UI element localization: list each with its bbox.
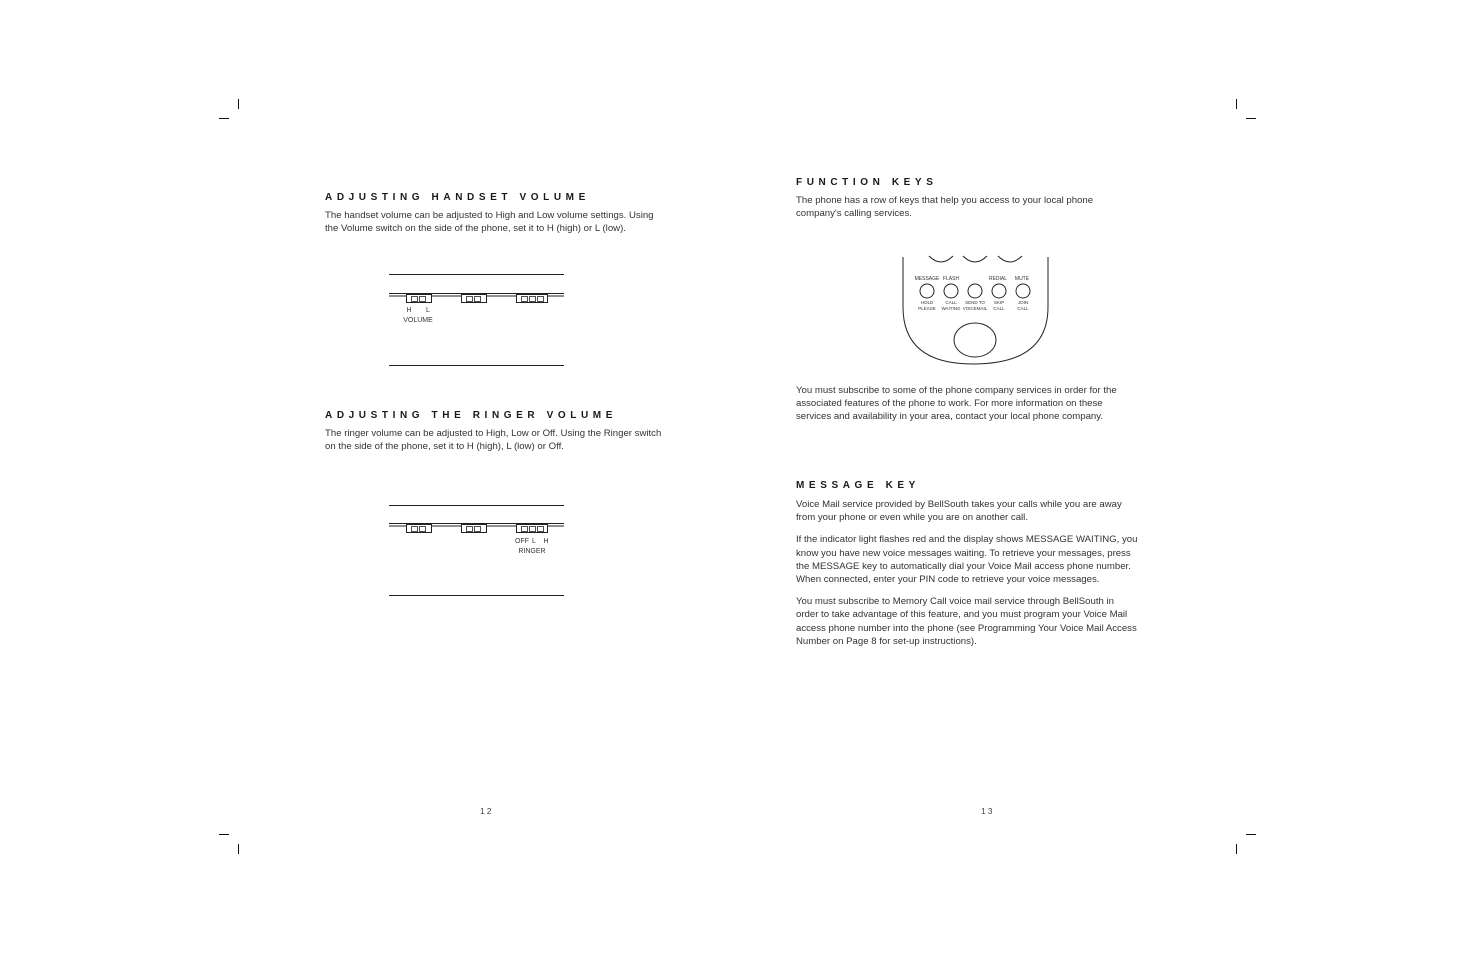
- message-key-paragraph: You must subscribe to Memory Call voice mail service through BellSouth in order to take advantage of this feature, and you must program your Voice Mail access phone number into the phone (see Programming Your Voice Mail Access Number on Page 8 for set-up instructions).: [796, 596, 1137, 647]
- call-waiting-key-label: CALL: [945, 300, 957, 305]
- send-to-voicemail-key-label: VOICEMAIL: [962, 306, 988, 311]
- key-outline: [963, 256, 987, 262]
- send-to-voicemail-key-label: SEND TO: [965, 300, 985, 305]
- flash-key-label: FLASH: [942, 276, 960, 282]
- skip-call-key-label: CALL: [993, 306, 1005, 311]
- hold-key-label: HOLD: [920, 300, 934, 305]
- switch-label-l: L: [426, 307, 430, 314]
- function-keys-intro: The phone has a row of keys that help you access to your local phone company's calling services.: [796, 195, 1094, 220]
- ringer-volume-figure: [385, 500, 570, 600]
- switch-label-h: H: [543, 538, 549, 545]
- join-call-key-label: JOIN: [1017, 300, 1029, 305]
- crop-mark: [238, 844, 239, 854]
- switch-label-h: H: [406, 307, 412, 314]
- ringer-switch: [517, 525, 548, 533]
- crop-mark: [1236, 844, 1237, 854]
- navigation-key: [954, 323, 996, 357]
- crop-mark: [219, 118, 229, 119]
- call-waiting-key-label: WAITING: [941, 306, 961, 311]
- message-key-heading: MESSAGE KEY: [796, 480, 920, 491]
- mute-key-label: MUTE: [1014, 276, 1030, 282]
- function-keys-heading: FUNCTION KEYS: [796, 177, 938, 188]
- subscription-note: You must subscribe to some of the phone company services in order for the associated features of the phone to work. For more information on these services and availability in your area, contact your local phone company.: [796, 385, 1117, 423]
- join-call-key-label: CALL: [1017, 306, 1029, 311]
- crop-mark: [238, 99, 239, 109]
- hold-key-label: PLEASE: [918, 306, 936, 311]
- crop-mark: [1246, 834, 1256, 835]
- switch-label-l: L: [532, 538, 536, 545]
- function-key: [992, 284, 1006, 298]
- switch-label-off: OFF: [515, 538, 529, 545]
- function-key: [1016, 284, 1030, 298]
- message-key-paragraph: Voice Mail service provided by BellSouth takes your calls while you are away from your phone or even while you are on another call.: [796, 499, 1122, 524]
- ringer-volume-text: The ringer volume can be adjusted to High, Low or Off. Using the Ringer switch on the side of the phone, set it to H (high), L (low) or Off.: [325, 428, 662, 453]
- key-outline: [929, 256, 953, 262]
- side-switch: [407, 525, 432, 533]
- function-key: [968, 284, 982, 298]
- side-switch: [462, 295, 487, 303]
- handset-volume-text: The handset volume can be adjusted to High and Low volume settings. Using the Volume switch on the side of the phone, set it to H (high) or L (low).: [325, 210, 654, 235]
- skip-call-key-label: SKIP: [993, 300, 1005, 305]
- function-keys-figure: [895, 252, 1055, 374]
- message-key-body: [796, 498, 1138, 657]
- crop-mark: [219, 834, 229, 835]
- handset-volume-figure: [385, 270, 570, 370]
- message-key-paragraph: If the indicator light flashes red and the display shows MESSAGE WAITING, you know you have new voice messages waiting. To retrieve your messages, press the MESSAGE key to automatically dial your Voice Mail access phone number. When connected, enter your PIN code to retrieve your voice messages.: [796, 534, 1138, 586]
- page-number: 13: [981, 806, 995, 816]
- volume-caption: VOLUME: [403, 317, 433, 324]
- message-key-label: MESSAGE: [914, 276, 940, 282]
- function-key: [944, 284, 958, 298]
- ringer-volume-heading: ADJUSTING THE RINGER VOLUME: [325, 410, 617, 421]
- crop-mark: [1236, 99, 1237, 109]
- redial-key-label: REDIAL: [988, 276, 1008, 282]
- ringer-caption: RINGER: [518, 548, 546, 555]
- side-switch: [517, 295, 548, 303]
- page-number: 12: [480, 806, 494, 816]
- volume-switch: [407, 295, 432, 303]
- key-outline: [998, 256, 1022, 262]
- function-key: [920, 284, 934, 298]
- crop-mark: [1246, 118, 1256, 119]
- handset-volume-heading: ADJUSTING HANDSET VOLUME: [325, 192, 590, 203]
- side-switch: [462, 525, 487, 533]
